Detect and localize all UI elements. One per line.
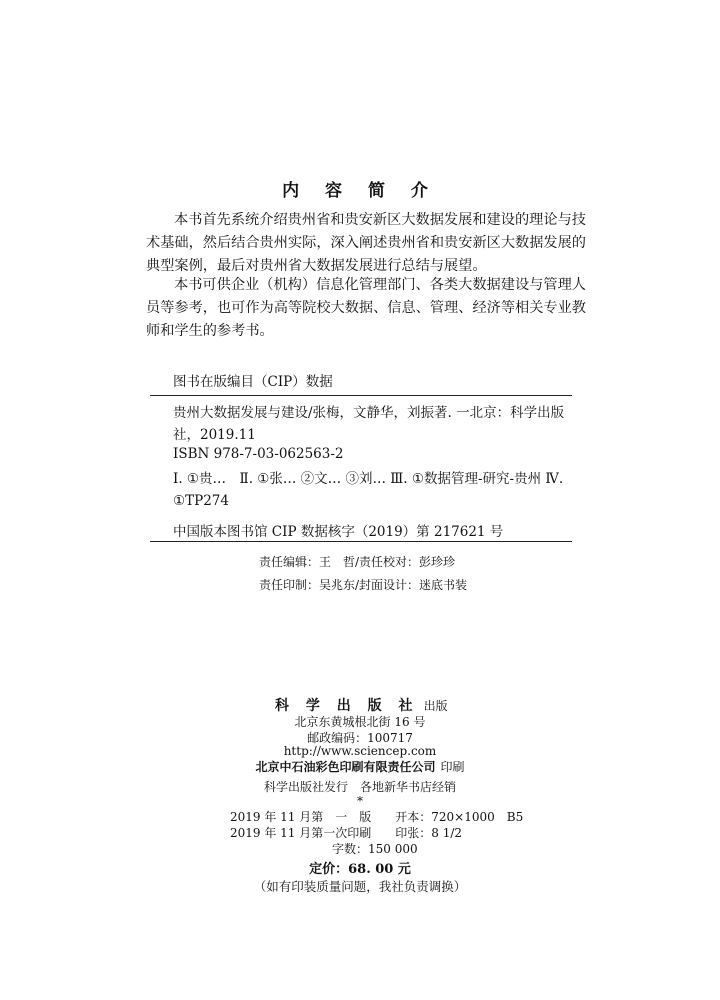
- printer-name: 北京中石油彩色印刷有限责任公司: [255, 760, 436, 774]
- publisher-postcode: 邮政编码：100717: [307, 731, 413, 745]
- price-label: 定价：68. 00 元: [309, 862, 411, 877]
- cip-record: 中国版本图书馆 CIP 数据核字（2019）第 217621 号: [173, 524, 504, 540]
- cip-entry: 贵州大数据发展与建设/张梅，文静华，刘振著. 一北京：科学出版社，2019.11: [173, 405, 565, 443]
- edition-line-1: 2019 年 11 月第 一 版 开本：720×1000 B5: [230, 810, 524, 824]
- credits-editor-line: 责任编辑：王 哲/责任校对：彭珍珍: [259, 555, 456, 569]
- publisher-line: [275, 695, 448, 715]
- cip-classification: Ⅰ. ①贵… Ⅱ. ①张… ②文… ③刘… Ⅲ. ①数据管理-研究-贵州 Ⅳ. ①TP274: [173, 471, 564, 509]
- distribution-line: 科学出版社发行 各地新华书店经销: [263, 780, 456, 794]
- cip-top-rule: [150, 395, 572, 396]
- edition-word-count: 字数：150 000: [332, 842, 418, 856]
- quality-note: （如有印装质量问题，我社负责调换）: [253, 879, 467, 894]
- separator-star: *: [357, 794, 363, 808]
- cip-bottom-rule: [150, 541, 572, 542]
- intro-paragraph-1: 本书首先系统介绍贵州省和贵安新区大数据发展和建设的理论与技术基础，然后结合贵州实际，深入阐述贵州省和贵安新区大数据发展的典型案例，最后对贵州省大数据发展进行总结与展望。: [146, 212, 586, 274]
- publisher-logo: 科 学 出 版 社: [275, 698, 419, 714]
- publisher-suffix: 出版: [423, 699, 448, 713]
- edition-line-2: 2019 年 11 月第一次印刷 印张：8 1/2: [230, 826, 463, 840]
- cip-isbn: ISBN 978-7-03-062563-2: [173, 446, 344, 462]
- cip-heading: 图书在版编目（CIP）数据: [173, 374, 333, 390]
- printer-line: [0, 756, 720, 775]
- publisher-address: 北京东黄城根北街 16 号: [294, 715, 426, 729]
- intro-title: 内 容 简 介: [282, 181, 438, 201]
- publisher-url: http://www.sciencep.com: [283, 744, 437, 758]
- credits-print-line: 责任印制：吴兆东/封面设计：迷底书装: [259, 578, 468, 592]
- printer-suffix: 印刷: [440, 760, 465, 774]
- intro-paragraph-2: 本书可供企业（机构）信息化管理部门、各类大数据建设与管理人员等参考，也可作为高等院校大数据、信息、管理、经济等相关专业教师和学生的参考书。: [146, 277, 586, 339]
